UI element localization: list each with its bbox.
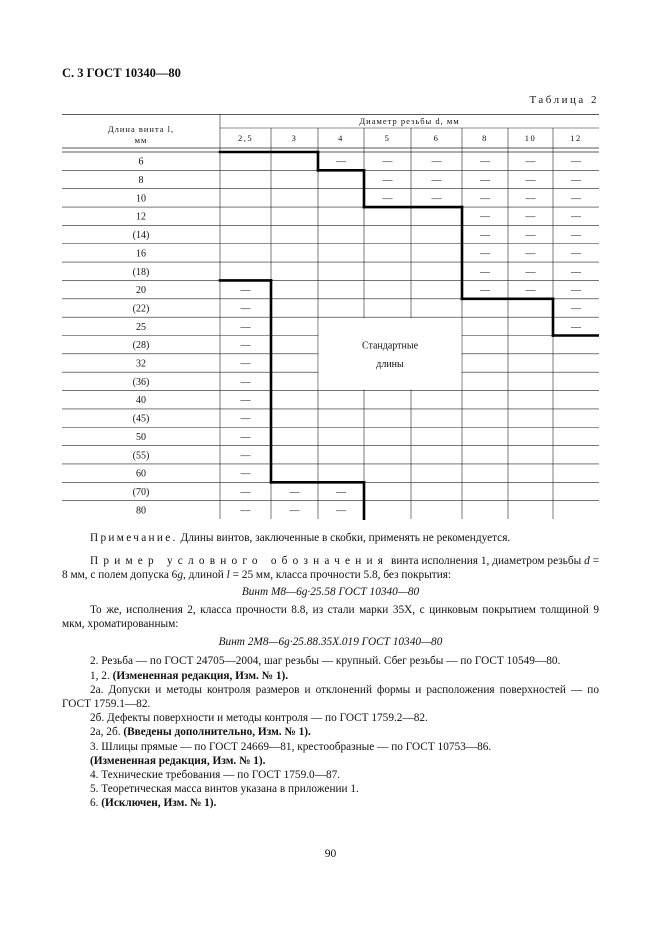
length-cell: 60 — [136, 468, 146, 480]
dash-cell: — — [240, 450, 251, 462]
standard-lengths-label: длины — [376, 359, 404, 371]
dash-cell: — — [525, 175, 536, 187]
dash-cell: — — [480, 156, 490, 168]
dash-cell: — — [525, 230, 536, 242]
length-cell: 16 — [136, 248, 146, 260]
length-cell: (18) — [132, 266, 150, 278]
dash-cell: — — [240, 413, 251, 425]
length-cell: (70) — [132, 486, 150, 498]
length-header-unit: мм — [134, 135, 148, 145]
dash-cell: — — [525, 193, 536, 205]
length-cell: 20 — [136, 285, 146, 297]
dash-cell: — — [525, 285, 536, 297]
dash-cell: — — [480, 175, 490, 187]
dash-cell: — — [480, 266, 490, 278]
length-cell: (45) — [132, 413, 150, 425]
diameter-header: 10 — [524, 133, 537, 143]
dash-cell: — — [431, 156, 442, 168]
length-cell: 12 — [136, 211, 146, 223]
clause-6: 6. (Исключен, Изм. № 1). — [90, 797, 217, 810]
clause-2b: 2б. Дефекты поверхности и методы контроля — по ГОСТ 1759.2—82. — [90, 712, 428, 725]
example-paragraph: Пример условного обозначения винта исполнения 1, диаметром резьбы d = 8 мм, с полем допуска 6g, длиной l = 25 мм, класса прочности 5.8, без покрытия: — [62, 555, 599, 582]
length-cell: (28) — [132, 340, 150, 352]
length-cell: 8 — [138, 175, 144, 187]
clause-2: 2. Резьба — по ГОСТ 24705—2004, шаг резьбы — крупный. Сбег резьбы — по ГОСТ 10549—80. — [90, 655, 561, 668]
dash-cell: — — [382, 175, 393, 187]
dash-cell: — — [240, 486, 251, 498]
table-note — [62, 531, 599, 545]
table-grid — [62, 114, 599, 520]
length-diameter-table — [62, 114, 599, 520]
clause-2a: 2а. Допуски и методы контроля размеров и отклонений формы и расположения поверхностей — по ГОСТ 1759.1—82. — [62, 683, 599, 711]
dash-cell: — — [571, 285, 581, 297]
dash-cell: — — [480, 230, 490, 242]
diameter-header: 3 — [291, 133, 298, 143]
dash-cell: — — [240, 358, 251, 370]
diameter-header: 5 — [384, 133, 391, 143]
clause-5: 5. Теоретическая масса винтов указана в приложении 1. — [90, 783, 359, 796]
standard-lengths-label: Стандартные — [361, 340, 419, 352]
dash-cell: — — [240, 431, 251, 443]
dash-cell: — — [336, 156, 346, 168]
clause-2ab-amendment: 2а, 2б. (Введены дополнительно, Изм. № 1). — [90, 726, 311, 739]
dash-cell: — — [336, 486, 346, 498]
body-text — [62, 531, 599, 811]
diameter-header: 2,5 — [237, 133, 254, 143]
diameter-group-header: Диаметр резьбы d, мм — [359, 116, 460, 126]
dash-cell: — — [525, 248, 536, 260]
page-header: С. 3 ГОСТ 10340—80 — [62, 66, 181, 80]
dash-cell: — — [571, 175, 581, 187]
dash-cell: — — [480, 193, 490, 205]
dash-cell: — — [571, 156, 581, 168]
length-cell: (55) — [132, 450, 150, 462]
dash-cell: — — [382, 193, 393, 205]
example-label: Пример условного обозначения — [90, 555, 389, 568]
length-header: Длина винта l, — [107, 124, 175, 134]
dash-cell: — — [480, 248, 490, 260]
dash-cell: — — [240, 395, 251, 407]
length-cell: 6 — [138, 156, 144, 168]
dash-cell: — — [240, 376, 251, 388]
clause-2-amendment: 1, 2. (Измененная редакция, Изм. № 1). — [90, 669, 289, 682]
length-cell: (36) — [132, 376, 150, 388]
standard-lengths-box — [318, 318, 461, 389]
designation-example-2: Винт 2М8—6g·25.88.35Х.019 ГОСТ 10340—80 — [218, 636, 443, 649]
dash-cell: — — [571, 303, 581, 315]
diameter-header: 8 — [482, 133, 488, 143]
dash-cell: — — [480, 285, 490, 297]
dash-cell: — — [525, 211, 536, 223]
dash-cell: — — [571, 193, 581, 205]
dash-cell: — — [240, 285, 251, 297]
diameter-header: 4 — [338, 133, 344, 143]
note-text: Длины винтов, заключенные в скобки, применять не рекомендуется. — [177, 532, 511, 544]
page-number: 90 — [324, 848, 337, 860]
clause-3-amendment: (Измененная редакция, Изм. № 1). — [90, 754, 266, 767]
dash-cell: — — [571, 248, 581, 260]
length-cell: (14) — [132, 230, 150, 242]
dash-cell: — — [571, 211, 581, 223]
diameter-header: 6 — [433, 133, 440, 143]
dash-cell: — — [336, 505, 346, 517]
dash-cell: — — [240, 303, 251, 315]
clause-3: 3. Шлицы прямые — по ГОСТ 24669—81, крестообразные — по ГОСТ 10753—86. — [90, 740, 492, 753]
dash-cell: — — [571, 266, 581, 278]
length-cell: 32 — [136, 358, 146, 370]
dash-cell: — — [289, 486, 300, 498]
dash-cell: — — [431, 175, 442, 187]
length-cell: (22) — [132, 303, 150, 315]
example-variant-text: То же, исполнения 2, класса прочности 8.8, из стали марки 35Х, с цинковым покрытием толщиной 9 мкм, хроматированным: — [62, 603, 599, 631]
dash-cell: — — [240, 340, 251, 352]
dash-cell: — — [571, 230, 581, 242]
designation-example-1: Винт М8—6g·25.58 ГОСТ 10340—80 — [241, 585, 420, 598]
dash-cell: — — [480, 211, 490, 223]
dash-cell: — — [382, 156, 393, 168]
dash-cell: — — [571, 321, 581, 333]
dash-cell: — — [240, 321, 251, 333]
note-label: Примечание. — [90, 532, 178, 544]
diameter-header: 12 — [570, 133, 582, 143]
length-cell: 80 — [136, 505, 146, 517]
length-cell: 10 — [136, 193, 146, 205]
clause-4: 4. Технические требования — по ГОСТ 1759.0—87. — [90, 769, 341, 782]
dash-cell: — — [525, 156, 536, 168]
dash-cell: — — [240, 468, 251, 480]
dash-cell: — — [289, 505, 300, 517]
dash-cell: — — [240, 505, 251, 517]
dash-cell: — — [431, 193, 442, 205]
length-cell: 40 — [136, 395, 146, 407]
length-cell: 50 — [136, 431, 146, 443]
length-cell: 25 — [136, 321, 146, 333]
table-caption: Таблица 2 — [529, 94, 599, 106]
dash-cell: — — [525, 266, 536, 278]
